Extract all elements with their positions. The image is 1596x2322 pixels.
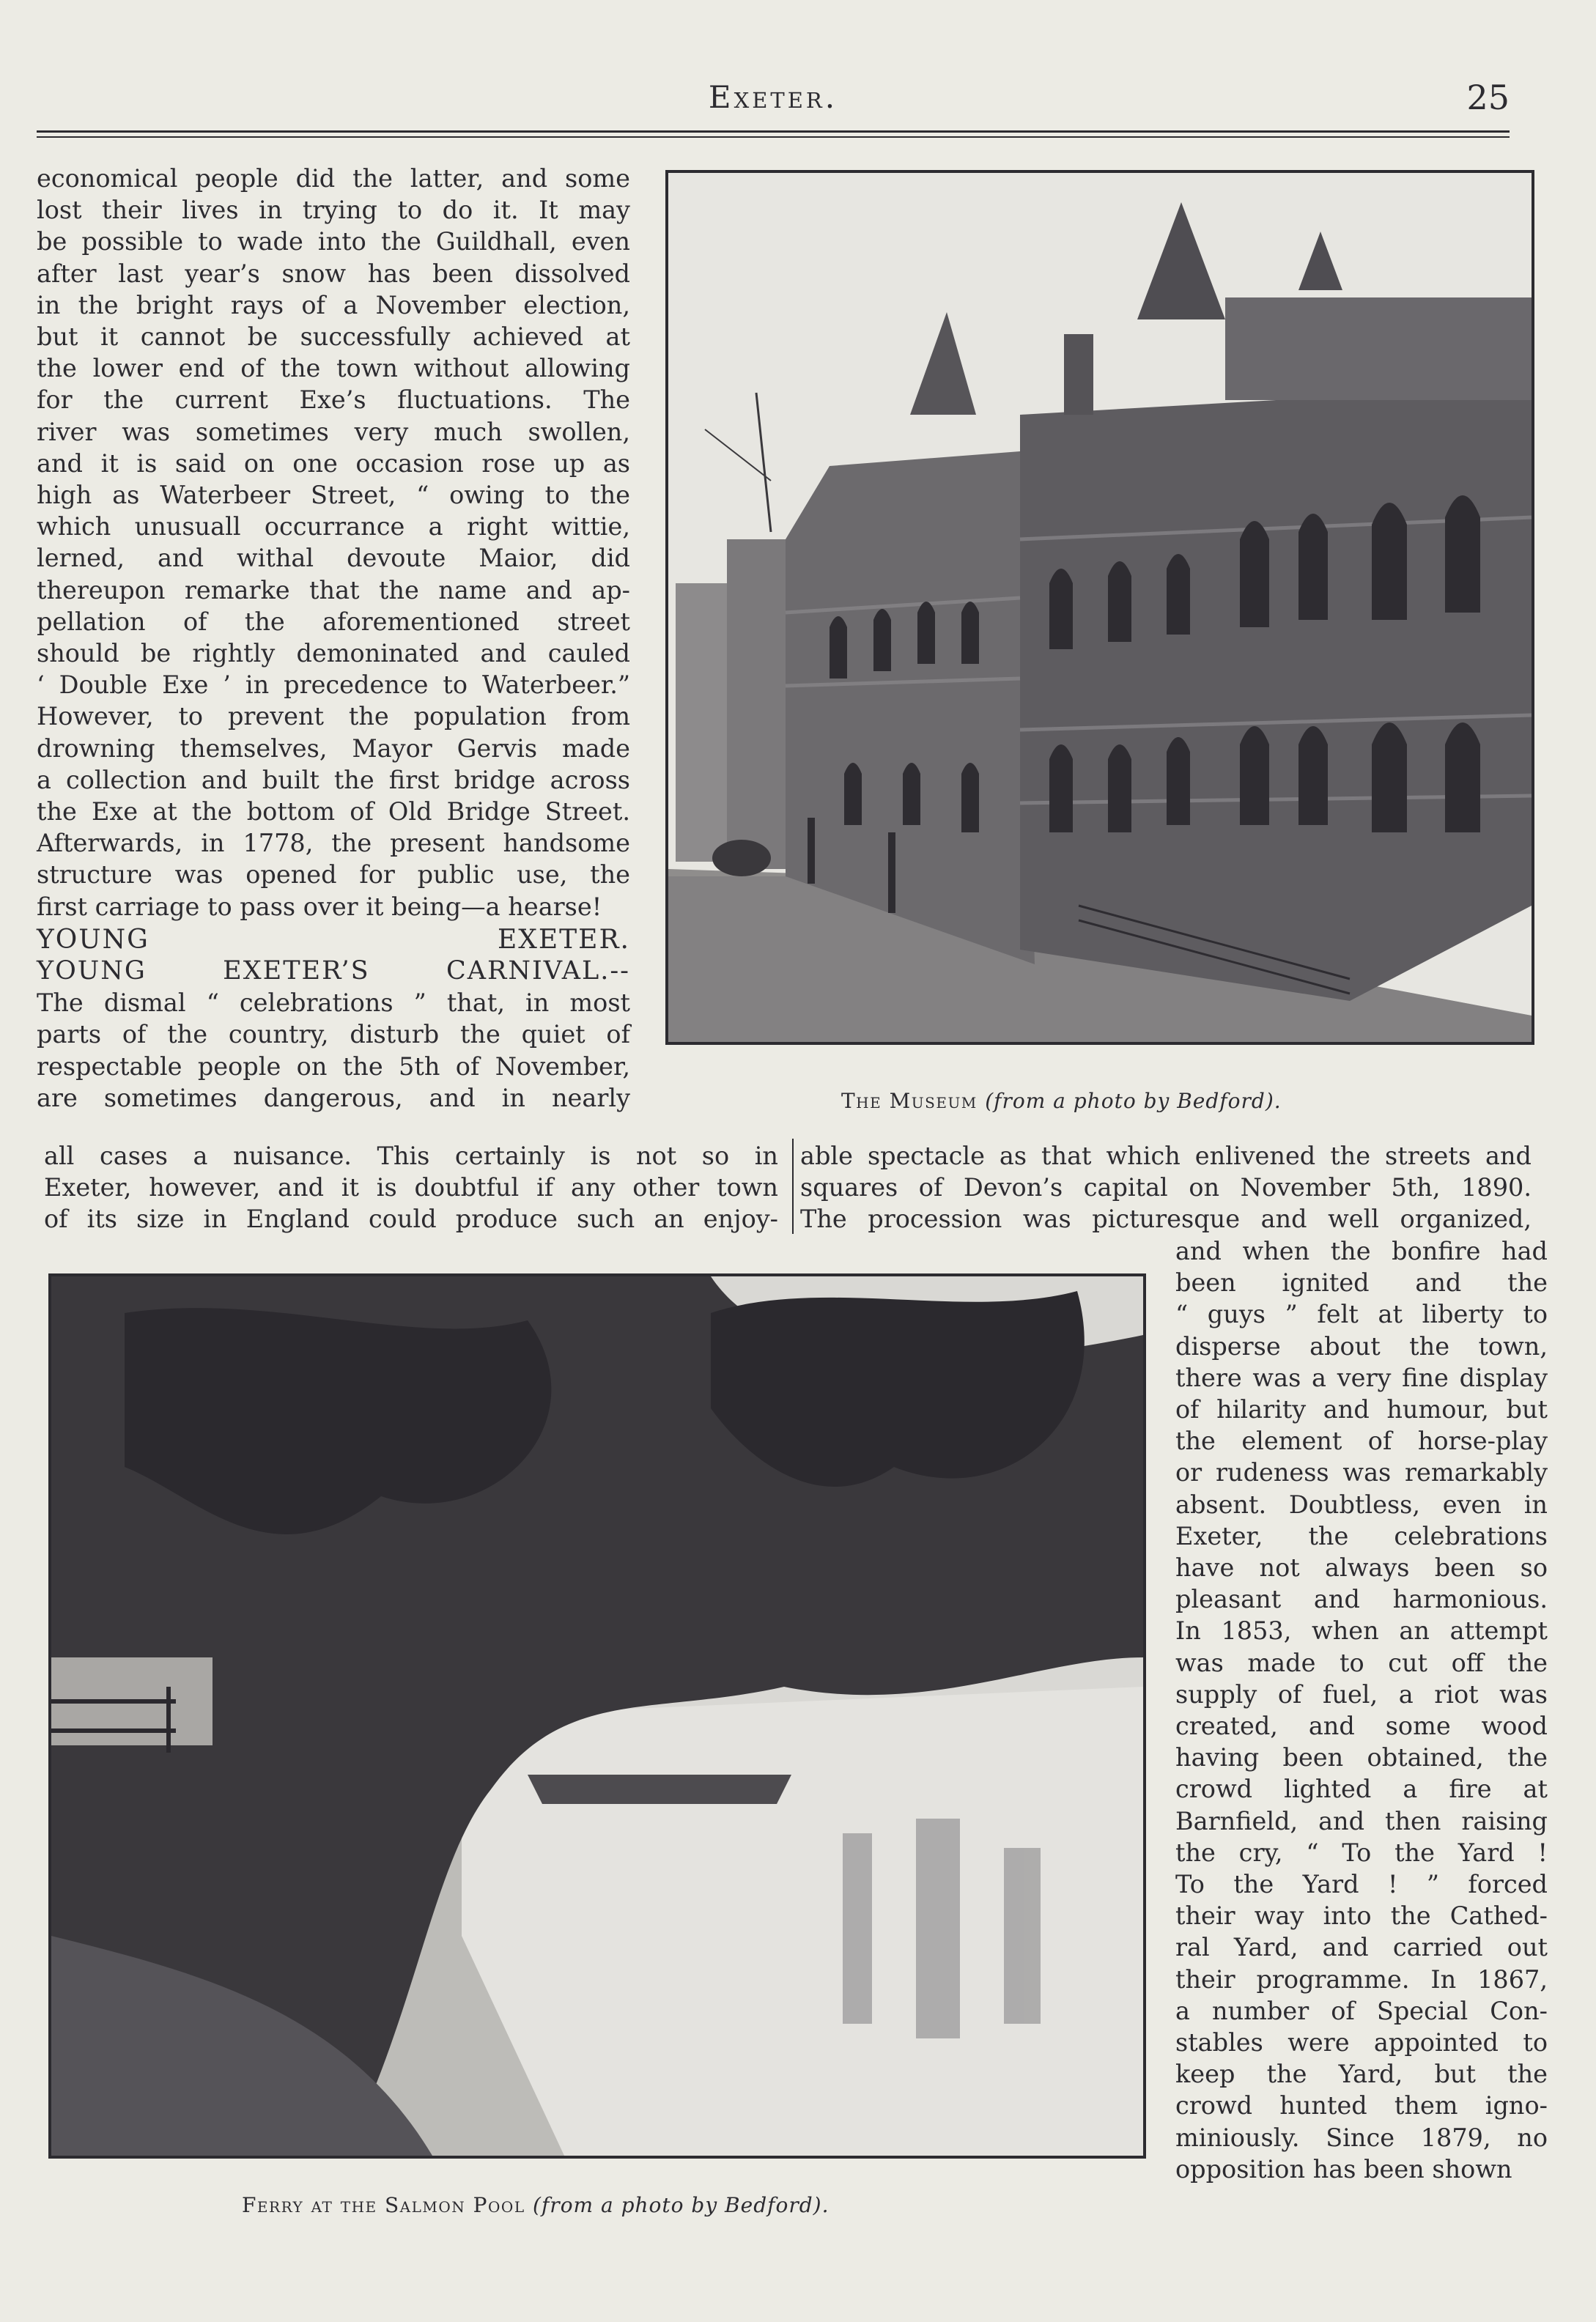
text-line: To the Yard ! ” forced bbox=[1175, 1870, 1548, 1899]
text-line: disperse about the town, bbox=[1175, 1331, 1548, 1361]
ferry-photo bbox=[48, 1273, 1146, 2159]
text-line: “ guys ” felt at liberty to bbox=[1175, 1300, 1548, 1329]
text-line: supply of fuel, a riot was bbox=[1175, 1679, 1548, 1709]
text-line: a collection and built the first bridge across bbox=[37, 765, 630, 794]
text-line: having been obtained, the bbox=[1175, 1743, 1548, 1772]
text-line: should be rightly demoninated and cauled bbox=[37, 639, 630, 668]
text-line: Barnfield, and then raising bbox=[1175, 1806, 1548, 1835]
text-line: in the bright rays of a November election, bbox=[37, 290, 630, 319]
text-line: but it cannot be successfully achieved at bbox=[37, 322, 630, 352]
text-line: was made to cut off the bbox=[1175, 1648, 1548, 1677]
run-in-heading: YOUNG EXETER’S CARNIVAL.-- bbox=[37, 956, 630, 986]
text-line: a number of Special Con- bbox=[1175, 1996, 1548, 2025]
text-line: absent. Doubtless, even in bbox=[1175, 1490, 1548, 1519]
left-column-lines bbox=[37, 163, 630, 922]
text-line: been ignited and the bbox=[1175, 1268, 1548, 1298]
text-line: and it is said on one occasion rose up as bbox=[37, 448, 630, 478]
text-line: lerned, and withal devoute Maior, did bbox=[37, 544, 630, 573]
text-line: ral Yard, and carried out bbox=[1175, 1933, 1548, 1962]
museum-caption-credit: (from a photo by Bedford). bbox=[985, 1089, 1282, 1113]
text-line: crowd lighted a fire at bbox=[1175, 1775, 1548, 1804]
wide-left-lines bbox=[44, 1140, 778, 1235]
text-line: thereupon remarke that the name and ap- bbox=[37, 575, 630, 604]
text-line: which unusuall occurrance a right wittie, bbox=[37, 512, 630, 541]
text-line: In 1853, when an attempt bbox=[1175, 1616, 1548, 1646]
text-line: economical people did the latter, and some bbox=[37, 164, 630, 193]
running-title: Exeter. bbox=[708, 79, 838, 115]
header-rule-thick bbox=[37, 130, 1510, 133]
wide-left-text bbox=[44, 1140, 778, 1235]
left-column-lines-after bbox=[37, 987, 630, 1114]
text-line: their programme. In 1867, bbox=[1175, 1964, 1548, 1994]
text-line: be possible to wade into the Guildhall, even bbox=[37, 227, 630, 256]
column-divider bbox=[792, 1139, 794, 1234]
text-line: crowd hunted them igno- bbox=[1175, 2091, 1548, 2121]
text-line: pellation of the aforementioned street bbox=[37, 607, 630, 636]
text-line: high as Waterbeer Street, “ owing to the bbox=[37, 481, 630, 510]
text-line: there was a very fine display bbox=[1175, 1363, 1548, 1392]
text-line: the Exe at the bottom of Old Bridge Street. bbox=[37, 797, 630, 827]
ferry-river-illustration bbox=[51, 1276, 1143, 2156]
text-line: drowning themselves, Mayor Gervis made bbox=[37, 733, 630, 763]
text-line: squares of Devon’s capital on November 5th, 1890. bbox=[800, 1173, 1532, 1202]
text-line: are sometimes dangerous, and in nearly bbox=[37, 1083, 630, 1112]
text-line: Exeter, the celebrations bbox=[1175, 1521, 1548, 1550]
text-line: ‘ Double Exe ’ in precedence to Waterbeer.” bbox=[37, 670, 630, 700]
text-line: first carriage to pass over it being—a hearse! bbox=[37, 892, 602, 921]
section-heading: YOUNG EXETER. bbox=[37, 924, 630, 955]
text-line: Exeter, however, and it is doubtful if any other town bbox=[44, 1173, 778, 1202]
text-line: respectable people on the 5th of November, bbox=[37, 1051, 630, 1081]
text-line: The procession was picturesque and well organized, bbox=[800, 1205, 1532, 1234]
text-line: their way into the Cathed- bbox=[1175, 1901, 1548, 1931]
text-line: able spectacle as that which enlivened the streets and bbox=[800, 1142, 1532, 1170]
text-line: for the current Exe’s fluctuations. The bbox=[37, 385, 630, 415]
text-line: and when the bonfire had bbox=[1175, 1237, 1548, 1265]
text-line: Afterwards, in 1778, the present handsome bbox=[37, 829, 630, 858]
ferry-caption-credit: (from a photo by Bedford). bbox=[533, 2193, 830, 2217]
museum-caption-title: The Museum bbox=[841, 1089, 978, 1113]
text-line: miniously. Since 1879, no bbox=[1175, 2123, 1548, 2152]
text-line: keep the Yard, but the bbox=[1175, 2060, 1548, 2089]
text-line: pleasant and harmonious. bbox=[1175, 1585, 1548, 1614]
museum-photo bbox=[665, 170, 1534, 1045]
text-line: structure was opened for public use, the bbox=[37, 860, 630, 890]
text-line: the cry, “ To the Yard ! bbox=[1175, 1838, 1548, 1867]
header-rule-thin bbox=[37, 136, 1510, 138]
left-column-text bbox=[37, 163, 630, 1114]
text-line: of hilarity and humour, but bbox=[1175, 1395, 1548, 1424]
text-line: The dismal “ celebrations ” that, in most bbox=[37, 988, 630, 1018]
text-line: lost their lives in trying to do it. It may bbox=[37, 196, 630, 225]
text-line: stables were appointed to bbox=[1175, 2028, 1548, 2057]
text-line: However, to prevent the population from bbox=[37, 702, 630, 731]
text-line: of its size in England could produce such an enjoy- bbox=[44, 1205, 778, 1234]
text-line: the lower end of the town without allowing bbox=[37, 354, 630, 383]
museum-building-illustration bbox=[668, 173, 1532, 1042]
text-line: parts of the country, disturb the quiet of bbox=[37, 1020, 630, 1049]
page-number: 25 bbox=[1466, 78, 1510, 117]
right-column-lines bbox=[1175, 1235, 1548, 2185]
text-line: river was sometimes very much swollen, bbox=[37, 417, 630, 446]
text-line: opposition has been shown bbox=[1175, 2154, 1512, 2184]
right-column-text bbox=[1175, 1235, 1548, 2185]
text-line: all cases a nuisance. This certainly is not so in bbox=[44, 1142, 778, 1170]
text-line: have not always been so bbox=[1175, 1553, 1548, 1583]
ferry-caption bbox=[242, 2193, 829, 2217]
text-line: or rudeness was remarkably bbox=[1175, 1458, 1548, 1487]
ferry-caption-title: Ferry at the Salmon Pool bbox=[242, 2193, 525, 2217]
text-line: after last year’s snow has been dissolved bbox=[37, 259, 630, 288]
museum-caption bbox=[841, 1089, 1282, 1113]
wide-right-text bbox=[800, 1140, 1532, 1235]
running-head bbox=[37, 73, 1510, 147]
text-line: the element of horse-play bbox=[1175, 1427, 1548, 1456]
text-line: created, and some wood bbox=[1175, 1712, 1548, 1741]
wide-right-lines bbox=[800, 1140, 1532, 1235]
